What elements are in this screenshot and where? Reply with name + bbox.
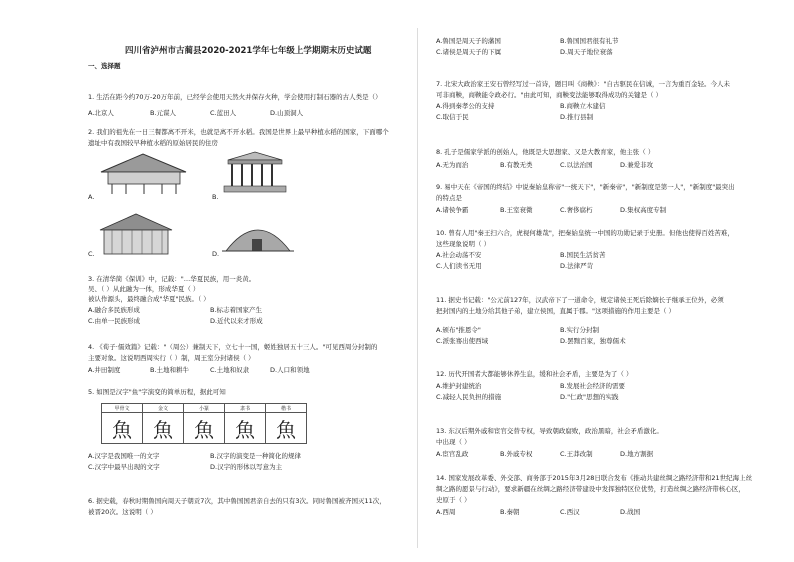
q1-option-d: D.山顶洞人: [270, 109, 304, 117]
q5-option-c: C.汉字中最早出现的文字: [88, 463, 160, 471]
table-header-oracle: 甲骨文: [102, 404, 143, 413]
q7-option-b: B.商鞅立木建信: [560, 102, 606, 110]
question-6-stem-line2: 被晋20次。这说明（ ）: [88, 508, 157, 516]
q13-option-d: D.地方割据: [620, 450, 654, 458]
glyph-seal: 魚: [184, 413, 225, 444]
q12-option-b: B.发展社会经济的需要: [560, 382, 626, 390]
question-8-stem: 8. 孔子是儒家学派的创始人，他既是大思想家、又是大教育家，他主张（ ）: [436, 148, 655, 156]
glyph-oracle: 魚: [102, 413, 143, 444]
q10-option-b: B.国民生活贫苦: [560, 251, 606, 259]
q9-option-b: B.王室衰微: [500, 206, 533, 214]
q1-option-c: C.蓝田人: [210, 109, 237, 117]
glyph-regular: 魚: [266, 413, 307, 444]
question-3-stem-line1: 3. 在清华简《保训》中，记载："…华夏民族，用一炎黄。: [88, 275, 256, 283]
q14-option-a: A.西周: [436, 508, 456, 516]
question-6-stem-line1: 6. 据史载，春秋时期鲁国向周天子朝贡7次，其中鲁国国君亲自去的只有3次。同时鲁国被齐国灭11次，: [88, 497, 386, 505]
q6-option-a: A.鲁国是周天子的藩国: [436, 37, 501, 45]
q13-option-c: C.王莽改制: [560, 450, 593, 458]
question-10-stem-line1: 10. 曾有人用"秦王扫六合，虎视何雄哉"，把秦始皇统一中国的功勋记录于史册。但他也使得百姓苦难，: [436, 229, 734, 237]
q8-option-d: D.兼爱非攻: [620, 161, 654, 169]
question-4-stem-line1: 4. 《荀子·儒效篇》记载："（周公）兼制天下，立七十一国，姬姓独居五十三人。"可见西周分封制的: [88, 343, 378, 351]
q7-option-a: A.得到秦孝公的支持: [436, 102, 495, 110]
q4-option-b: B.土地和耕牛: [150, 366, 190, 374]
q4-option-d: D.人口和领地: [270, 366, 310, 374]
q3-option-a: A.融合多民族形成: [88, 306, 140, 314]
q2-label-c: C.: [88, 250, 95, 258]
question-10-stem-line2: 这些现象说明（ ）: [436, 240, 491, 248]
question-4-stem-line2: 主要对象。这说明西周实行（ ）制，周王室分封诸侯（ ）: [88, 354, 255, 362]
q3-option-b: B.标志着国家产生: [210, 306, 263, 314]
q13-option-a: A.宦官乱政: [436, 450, 469, 458]
q6-option-b: B.鲁国国君很有礼节: [560, 37, 619, 45]
q14-option-c: C.西汉: [560, 508, 580, 516]
question-14-stem-line3: 史原于（ ）: [436, 496, 471, 504]
q14-option-b: B.秦朝: [500, 508, 520, 516]
q5-option-a: A.汉字是我国唯一的文字: [88, 452, 160, 460]
question-2-stem-line2: 遗址中有我国较早种植水稻的原始居民的住房: [88, 139, 218, 147]
q3-option-d: D.近代以来才形成: [210, 317, 263, 325]
question-5-stem: 5. 如图是汉字"鱼"字演变的简单历程，据此可知: [88, 388, 226, 396]
question-11-stem-line1: 11. 据史书记载："公元前127年，汉武帝下了一道命令，规定诸侯王死后除嫡长子继承王位外，必须: [436, 296, 724, 304]
question-13-stem-line2: 中出现（ ）: [436, 438, 471, 446]
q8-option-c: C.以法治国: [560, 161, 593, 169]
question-12-stem: 12. 历代开国者大都能够休养生息，缓和社会矛盾，主要是为了（ ）: [436, 370, 633, 378]
q11-option-b: B.实行分封制: [560, 326, 600, 334]
column-divider: [417, 28, 418, 548]
question-2-stem-line1: 2. 我们的祖先在一日三餐都离不开米，也就是离不开水稻。我国是世界上最早种植水稻的国家，下面哪个: [88, 128, 389, 136]
q4-option-a: A.井田制度: [88, 366, 121, 374]
q7-option-c: C.取信于民: [436, 113, 469, 121]
question-14-stem-line2: 绸之路的愿景与行动》，要求新疆在丝绸之路经济带建设中发挥独特区位优势，打造丝绸之路经济带核心区，: [436, 485, 745, 493]
q12-option-d: D."仁政"思想的实践: [560, 393, 619, 401]
q5-option-b: B.汉字的演变是一种简化的规律: [210, 452, 302, 460]
q10-option-c: C.人们读书无用: [436, 262, 482, 270]
table-header-clerical: 隶书: [225, 404, 266, 413]
q7-option-d: D.推行县制: [560, 113, 594, 121]
q11-option-d: D.罢黜百家，独尊儒术: [560, 337, 626, 345]
table-header-regular: 楷书: [266, 404, 307, 413]
question-7-stem-line2: 可非商鞅，商鞅能令政必行。"由此可知，商鞅变法能够取得成功的关键是（ ）: [436, 91, 663, 99]
q1-option-b: B.元谋人: [150, 109, 177, 117]
q2-label-d: D.: [212, 250, 220, 258]
question-9-stem-line1: 9. 易中天在《帝国的终结》中说秦始皇称帝"一统天下"，"新秦帝"，"新制度是第一人"，"新制度"最突出: [436, 183, 735, 191]
character-evolution-table: [101, 403, 307, 444]
q3-option-c: C.由单一民族形成: [88, 317, 141, 325]
longhouse-image: [96, 210, 176, 258]
q10-option-d: D.法律严苛: [560, 262, 594, 270]
q2-label-b: B.: [212, 193, 219, 201]
q8-option-b: B.有教无类: [500, 161, 533, 169]
q12-option-a: A.维护封建统治: [436, 382, 482, 390]
table-header-seal: 小篆: [184, 404, 225, 413]
question-14-stem-line1: 14. 国家发展改革委、外交部、商务部于2015年3月28日联合发布《推动共建丝绸之路经济带和21世纪海上丝: [436, 474, 753, 482]
q11-option-c: C.派张骞出使西域: [436, 337, 489, 345]
q11-option-a: A.颁布"推恩令": [436, 326, 481, 334]
q10-option-a: A.社会动荡不安: [436, 251, 482, 259]
q9-option-c: C.奢侈腐朽: [560, 206, 593, 214]
question-7-stem-line1: 7. 北宋大政治家王安石曾经写过一首诗，题目叫《商鞅》："自古驱民在信诚，一言为重百金轻。今人未: [436, 80, 731, 88]
q5-option-d: D.汉字的形体以写意为主: [210, 463, 283, 471]
q8-option-a: A.无为而治: [436, 161, 469, 169]
temple-ruins-image: [220, 150, 290, 195]
question-3-stem-line2: 吴、（ ）从此融为一体，形成华夏（ ）: [88, 285, 200, 293]
q13-option-b: B.外戚专权: [500, 450, 533, 458]
question-9-stem-line2: 的特点是: [436, 194, 462, 202]
q4-option-c: C.土地和奴隶: [210, 366, 250, 374]
question-3-stem-line3: 被认作源头，最终融合成"华夏"民族。（ ）: [88, 295, 210, 303]
question-1-stem: 1. 生活在距今约70万-20万年前，已经学会使用天然火并保存火种，学会使用打制石器的古人类是（）: [88, 93, 382, 101]
q6-option-d: D.周天子地位衰落: [560, 48, 613, 56]
stilt-house-image: [96, 150, 191, 195]
q9-option-a: A.诸侯争霸: [436, 206, 469, 214]
document-title: 四川省泸州市古蔺县2020-2021学年七年级上学期期末历史试题: [125, 46, 372, 56]
glyph-bronze: 魚: [143, 413, 184, 444]
q2-label-a: A.: [88, 193, 95, 201]
q9-option-d: D.集权高度专制: [620, 206, 667, 214]
q6-option-c: C.诸侯是周天子的下属: [436, 48, 502, 56]
q1-option-a: A.北京人: [88, 109, 114, 117]
q14-option-d: D.战国: [620, 508, 641, 516]
q12-option-c: C.减轻人民负担的措施: [436, 393, 502, 401]
section-heading: 一、选择题: [88, 62, 121, 70]
glyph-clerical: 魚: [225, 413, 266, 444]
question-13-stem-line1: 13. 东汉后期外戚和宦官交替专权，导致朝政腐败，政治黑暗，社会矛盾激化。: [436, 427, 663, 435]
table-header-bronze: 金文: [143, 404, 184, 413]
semi-subterranean-hut-image: [220, 215, 295, 257]
question-11-stem-line2: 把封国内的土地分给其他子弟，建立侯国，直属于郡。"这项措施的作用主要是（ ）: [436, 307, 676, 315]
